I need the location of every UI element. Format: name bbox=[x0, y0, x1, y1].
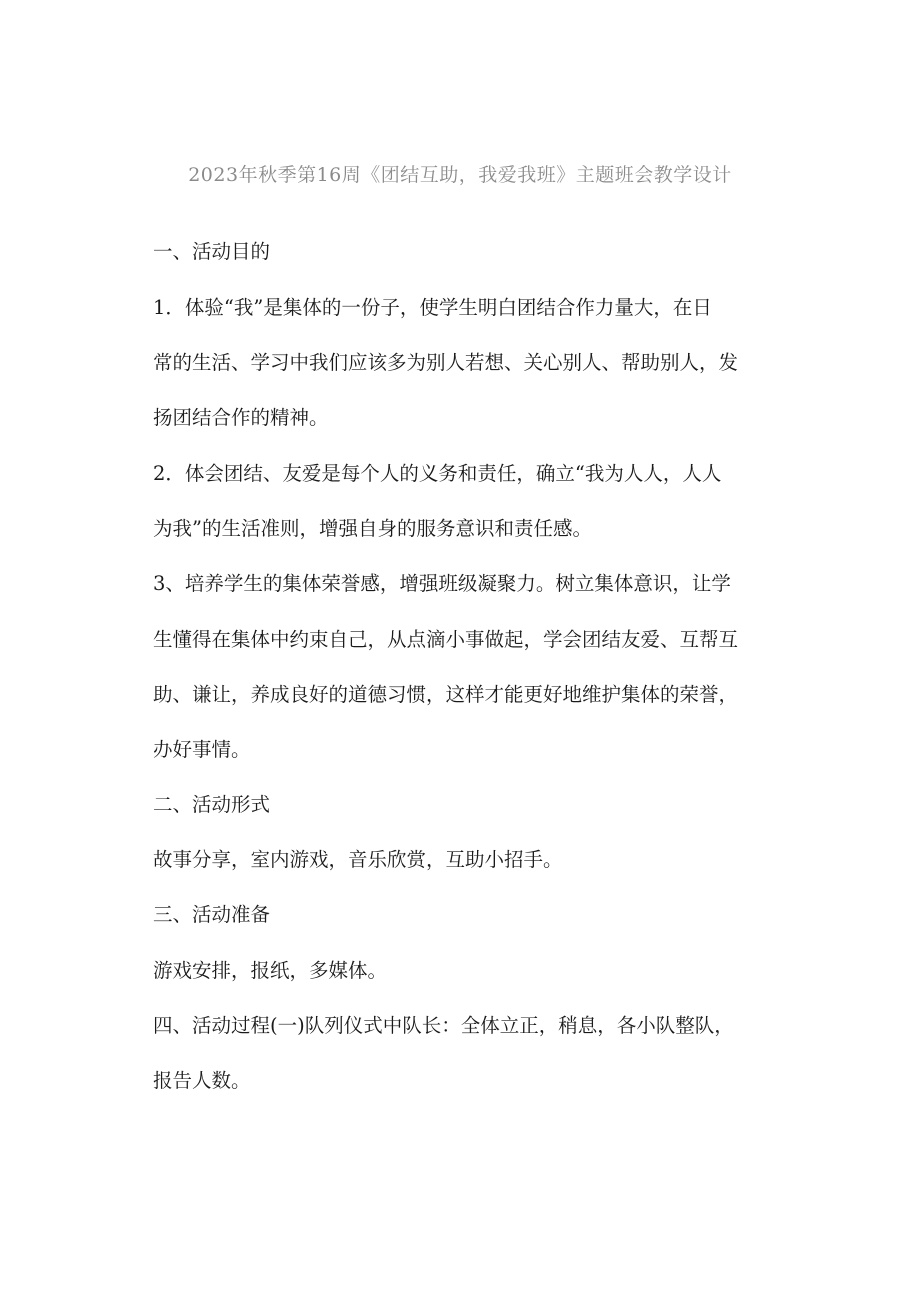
paragraph-line: 3、培养学生的集体荣誉感，增强班级凝聚力。树立集体意识，让学 bbox=[153, 572, 731, 595]
section-heading-preparation: 三、活动准备 bbox=[153, 903, 271, 926]
section-heading-form: 二、活动形式 bbox=[153, 793, 271, 816]
paragraph-line: 常的生活、学习中我们应该多为别人若想、关心别人、帮助别人，发 bbox=[153, 351, 739, 374]
section-heading-process: 四、活动过程(一)队列仪式中队长：全体立正，稍息，各小队整队， bbox=[153, 1014, 734, 1037]
paragraph-line: 办好事情。 bbox=[153, 738, 251, 761]
paragraph-line: 助、谦让，养成良好的道德习惯，这样才能更好地维护集体的荣誉， bbox=[153, 683, 739, 706]
document-title: 2023年秋季第16周《团结互助，我爱我班》主题班会教学设计 bbox=[188, 164, 732, 186]
paragraph-line: 故事分享，室内游戏，音乐欣赏，互助小招手。 bbox=[153, 848, 563, 871]
paragraph-line: 游戏安排，报纸，多媒体。 bbox=[153, 959, 388, 982]
section-heading-purpose: 一、活动目的 bbox=[153, 240, 271, 263]
paragraph-line: 生懂得在集体中约束自己，从点滴小事做起，学会团结友爱、互帮互 bbox=[153, 628, 739, 651]
paragraph-line: 为我”的生活准则，增强自身的服务意识和责任感。 bbox=[153, 517, 592, 540]
paragraph-line: 1．体验“我”是集体的一份子，使学生明白团结合作力量大，在日 bbox=[153, 296, 712, 319]
paragraph-line: 报告人数。 bbox=[153, 1069, 251, 1092]
paragraph-line: 扬团结合作的精神。 bbox=[153, 406, 329, 429]
paragraph-line: 2．体会团结、友爱是每个人的义务和责任，确立“我为人人，人人 bbox=[153, 462, 722, 485]
